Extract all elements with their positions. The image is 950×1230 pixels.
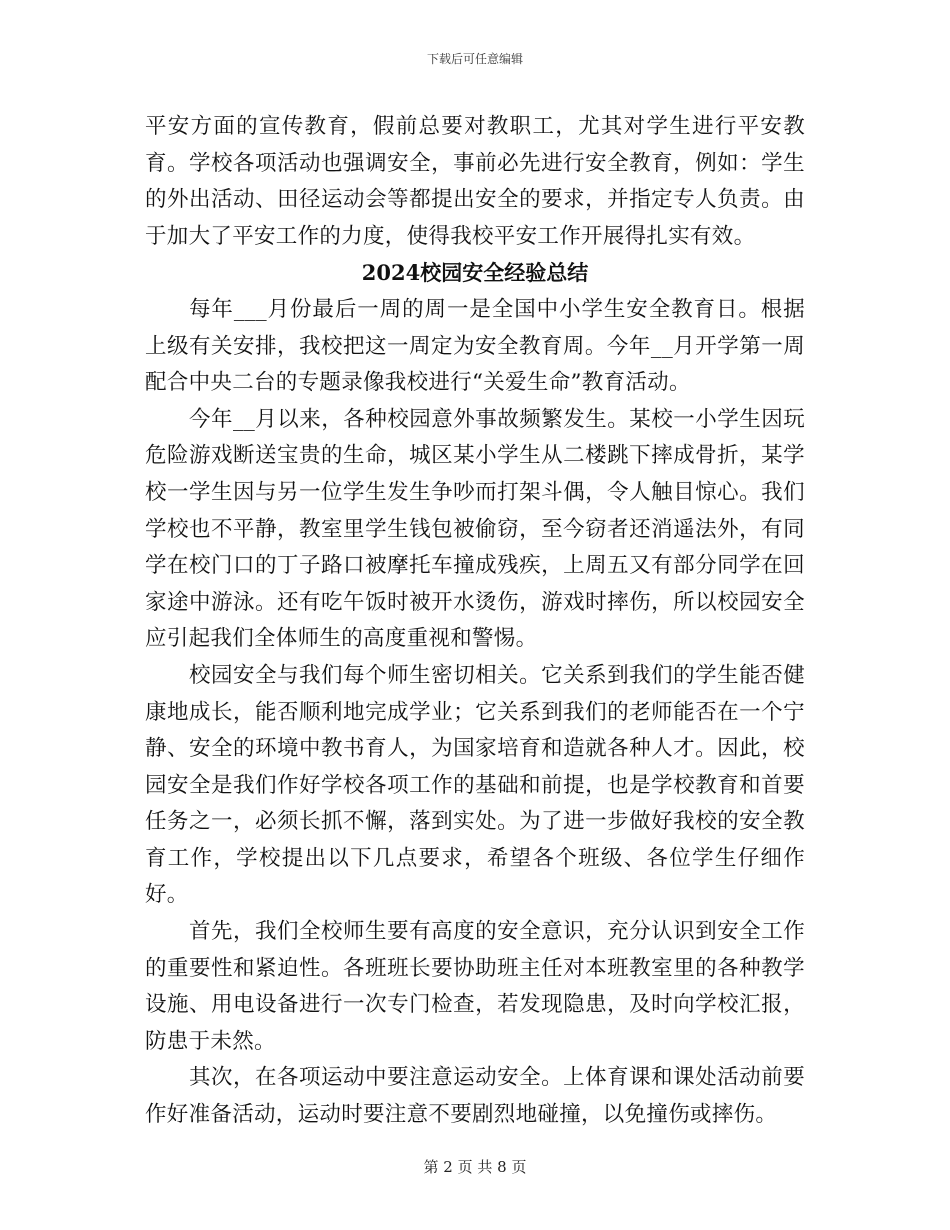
page-header: 下载后可任意编辑	[426, 52, 523, 66]
opening-paragraph: 平安方面的宣传教育，假前总要对教职工，尤其对学生进行平安教育。学校各项活动也强调安全，事前必先进行安全教育，例如：学生的外出活动、田径运动会等都提出安全的要求，并指定专人负责。由于加大了平安工作的力度，使得我校平安工作开展得扎实有效。	[145, 114, 805, 249]
paragraph-5: 其次，在各项运动中要注意运动安全。上体育课和课处活动前要作好准备活动，运动时要注意不要剧烈地碰撞，以免撞伤或摔伤。	[145, 1065, 805, 1128]
document-body	[145, 109, 805, 1134]
paragraph-3: 校园安全与我们每个师生密切相关。它关系到我们的学生能否健康地成长，能否顺利地完成学业；它关系到我们的老师能否在一个宁静、安全的环境中教书育人，为国家培育和造就各种人才。因此，校园安全是我们作好学校各项工作的基础和前提，也是学校教育和首要任务之一，必须长抓不懈，落到实处。为了进一步做好我校的安全教育工作，学校提出以下几点要求，希望各个班级、各位学生仔细作好。	[145, 662, 805, 908]
paragraph-2: 今年__月以来，各种校园意外事故频繁发生。某校一小学生因玩危险游戏断送宝贵的生命，城区某小学生从二楼跳下摔成骨折，某学校一学生因与另一位学生发生争吵而打架斗偶，令人触目惊心。我们学校也不平静，教室里学生钱包被偷窃，至今窃者还消遥法外，有同学在校门口的丁子路口被摩托车撞成残疾，上周五又有部分同学在回家途中游泳。还有吃午饭时被开水烫伤，游戏时摔伤，所以校园安全应引起我们全体师生的高度重视和警惕。	[145, 406, 805, 652]
paragraph-1: 每年___月份最后一周的周一是全国中小学生安全教育日。根据上级有关安排，我校把这一周定为安全教育周。今年__月开学第一周配合中央二台的专题录像我校进行“关爱生命”教育活动。	[145, 296, 805, 396]
document-title: 2024校园安全经验总结	[361, 260, 589, 286]
paragraph-4: 首先，我们全校师生要有高度的安全意识，充分认识到安全工作的重要性和紧迫性。各班班长要协助班主任对本班教室里的各种教学设施、用电设备进行一次专门检查，若发现隐患，及时向学校汇报，防患于未然。	[145, 919, 805, 1054]
page-number: 第 2 页 共 8 页	[423, 1158, 527, 1176]
